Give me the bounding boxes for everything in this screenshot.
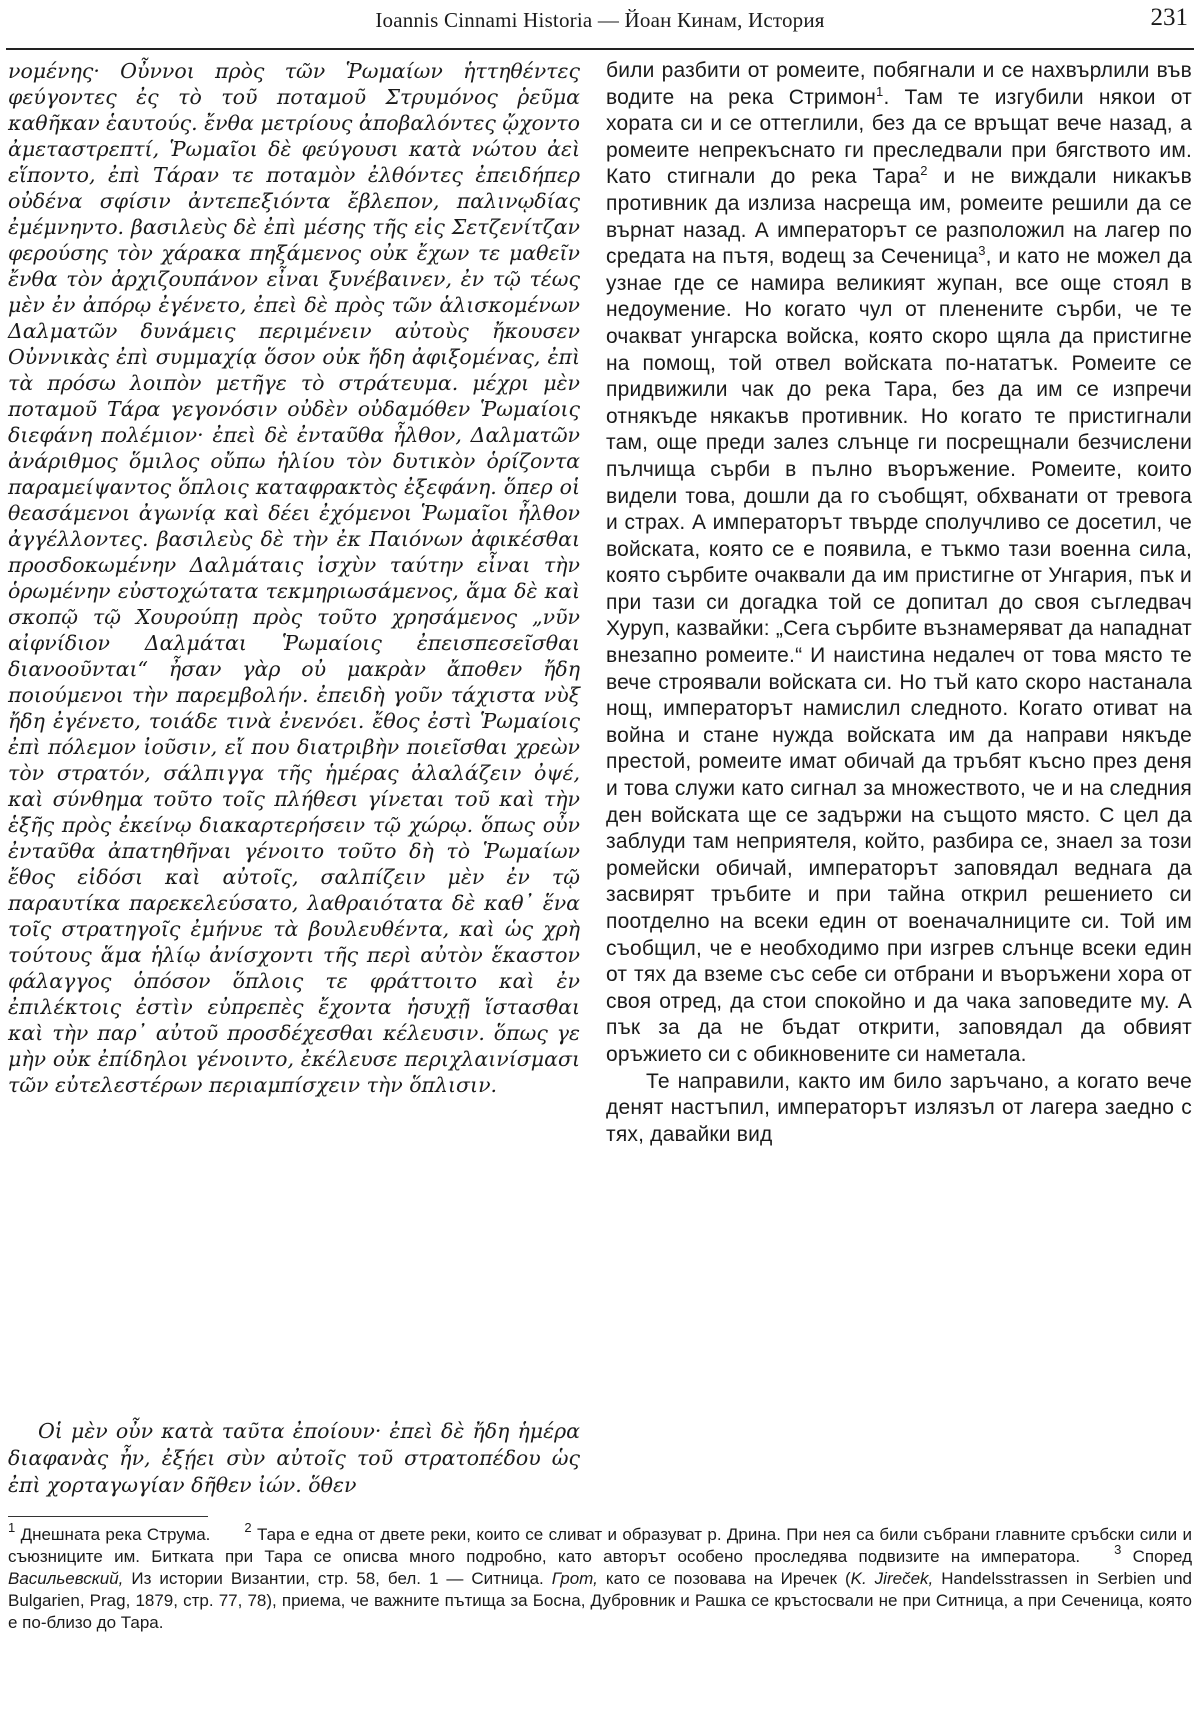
text-segment: и не виждали никакъв противник да излиза насреща им, ромеите решили да се върнат назад. А императорът се разположил на лагер по средата на пътя, водещ за Сеченица xyxy=(606,165,1192,269)
greek-text-column xyxy=(8,58,580,1102)
bulgarian-paragraph-1 xyxy=(606,58,1192,1069)
greek-paragraph-2: Οἱ μὲν οὖν κατὰ ταῦτα ἐποίουν· ἐπεὶ δὲ ἤδη ἡμέρα διαφανὰς ἦν, ἐξῄει σὺν αὐτοῖς τοῦ στρατοπέδου ὡς ἐπὶ χορταγωγίαν δῆθεν ἰών. ὅθεν xyxy=(8,1419,580,1497)
footnote-block xyxy=(8,1520,1193,1634)
footnote-3-text: Из истории Византии, стр. 58, бел. 1 — Ситница. xyxy=(123,1569,552,1588)
cited-author: Грот, xyxy=(551,1569,598,1588)
footnotes xyxy=(8,1520,1193,1704)
footnote-ref-2[interactable]: 2 xyxy=(920,163,928,179)
text-segment: , и като не можел да узнае где се намира великият жупан, все още стоял в недоумение. Но когато чул от пленените сърби, че те очакват унгарска войска, която скоро щяла да пристигне на помощ, той отвел войската по-нататък. Ромеите се придвижили чак до река Тара, без да им се изпречи отнякъде някакъв противник. Но когато те пристигнали там, още преди залез слънце ги посрещнали безчислени пълчища сърби в пълно въоръжение. Ромеите, които видели това, дошли да го съобщят, обхванати от тревога и страх. А императорът твърде сполучливо се досетил, че войската, която се е появила, е тъкмо тази военна сила, която сърбите очаквали да им пристигне от Унгария, пък и при тази си догадка той се допитал до своя съгледвач Хуруп, казвайки: „Сега сърбите възнамеряват да нападнат внезапно ромеите.“ И наистина недалеч от това място те вече строявали войската си. Но тъй като скоро настанала нощ, императорът намислил следното. Когато отиват на война и стане нужда войската им да направи някъде престой, ромеите имат обичай да тръбят късно през деня и това служи като сигнал за множеството, че и на следния ден войската ще се задържи на същото място. С цел да заблуди там неприятеля, който, разбира се, знаел за този ромейски обичай, императорът заповядал веднага да засвирят тръбите и при тайна открил решението си поотделно на всеки един от военачалниците си. Той им съобщил, че е необходимо при изгрев слънце всеки един от тях да вземе със себе си отбрани и въоръжени хора от своя отред, да стои спокойно и да чака заповедите му. А пък за да не бъдат открити, заповядал да обвият оръжието си с обикновените си наметала. xyxy=(606,245,1192,1066)
footnote-mark-1: 1 xyxy=(8,1520,16,1535)
footnote-2-text: Тара е една от двете реки, които се сливат и образуват р. Дрина. При нея са били събрани главните сръбски сили и съюзниците им. Битката при Тара се описва много подробно, като авторът особено проследява подвизите на императора. xyxy=(8,1525,1192,1566)
page-number: 231 xyxy=(1150,4,1188,31)
footnote-3-text: Според xyxy=(1132,1547,1192,1566)
footnote-rule xyxy=(8,1516,208,1517)
footnote-ref-1[interactable]: 1 xyxy=(876,83,884,99)
footnote-3-text: като се позовава на Иречек ( xyxy=(597,1569,851,1588)
footnote-1 xyxy=(8,1520,211,1544)
cited-author: Васильевский, xyxy=(8,1569,124,1588)
running-header xyxy=(8,2,1192,40)
footnote-1-text: Днешната река Струма. xyxy=(20,1525,211,1544)
text-segment: . Там те изгубили някои от хората си и се оттеглили, без да се връщат вече назад, а ромеите непрекъснато ги преследвали при бягството им. Като стигнали до река Тара xyxy=(606,85,1192,189)
footnote-mark-3: 3 xyxy=(1114,1542,1122,1557)
bulgarian-translation-column xyxy=(606,58,1192,1498)
footnote-3-text: Handelsstrassen in Serbien und Bulgarien, Prag, 1879, стр. 77, 78), приема, че важните пътища за Босна, Дубровник и Рашка се кръстосвали не при Ситница, а при Сеченица, която е по-близо до Тара. xyxy=(8,1569,1193,1632)
footnote-mark-2: 2 xyxy=(244,1520,252,1535)
running-title: Ioannis Cinnami Historia — Йоан Кинам, История xyxy=(375,8,825,32)
greek-text-continuation xyxy=(8,1418,580,1500)
text-segment: били разбити от ромеите, побягнали и се нахвърлили във водите на река Стримон xyxy=(606,59,1192,109)
greek-paragraph-1: νομένης· Οὖννοι πρὸς τῶν Ῥωμαίων ἡττηθέντες φεύγοντες ἐς τὸ τοῦ ποταμοῦ Στρυμόνος ῥεῦμα καθῆκαν ἑαυτούς. ἔνθα μετρίους ἀποβαλόντες ᾤχοντο ἀμεταστρεπτί, Ῥωμαῖοι δὲ φεύγουσι κατὰ νώτου ἀεὶ εἵποντο, ἐπὶ Τάραν τε ποταμὸν ἐλθόντες ἐπειδήπερ οὐδένα σφίσιν ἀντεπεξιόντα ἔβλεπον, παλινῳδίας ἐμέμνηντο. βασιλεὺς δὲ ἐπὶ μέσης τῆς εἰς Σετζενίτζαν φερούσης τὸν χάρακα πηξάμενος οὐκ ἔχων τε μαθεῖν ἔνθα τὸν ἀρχιζουπάνον εἶναι ξυνέβαινεν, ἐν τῷ τέως μὲν ἐν ἀπόρῳ ἐγένετο, ἐπεὶ δὲ πρὸς τῶν ἁλισκομένων Δαλματῶν δυνάμεις περιμένειν αὐτοὺς ἤκουσεν Οὐννικὰς ἐπὶ συμμαχίᾳ ὅσον οὐκ ἤδη ἀφιξομένας, ἐπὶ τὰ πρόσω λοιπὸν μετῆγε τὸ στράτευμα. μέχρι μὲν ποταμοῦ Τάρα γεγονόσιν οὐδὲν οὐδαμόθεν Ῥωμαίοις διεφάνη πολέμιον· ἐπεὶ δὲ ἐνταῦθα ἦλθον, Δαλματῶν ἀνάριθμος ὅμιλος οὔπω ἡλίου τὸν δυτικὸν ὁρίζοντα παραμείψαντος ὅπλοις καταφρακτὸς ἐξεφάνη. ὅπερ οἱ θεασάμενοι ἀγωνίᾳ καὶ δέει ἐχόμενοι Ῥωμαῖοι ἦλθον ἀγγέλλοντες. βασιλεὺς δὲ τὴν ἐκ Παιόνων ἀφικέσθαι προσδοκωμένην Δαλμάταις ἰσχὺν ταύτην εἶναι τὴν ὁρωμένην εὐστοχώτατα τεκμηριωσάμενος, ἅμα δὲ καὶ σκοπῷ τῷ Χουρούπῃ πρὸς τοῦτο χρησάμενος „νῦν αἰφνίδιον Δαλμάται Ῥωμαίοις ἐπεισπεσεῖσθαι διανοοῦνται“ ἦσαν γὰρ οὐ μακρὰν ἄποθεν ἤδη ποιούμενοι τὴν παρεμβολήν. ἐπειδὴ γοῦν τάχιστα νὺξ ἤδη ἐγένετο, τοιάδε τινὰ ἐνενόει. ἔθος ἐστὶ Ῥωμαίοις ἐπὶ πόλεμον ἰοῦσιν, εἴ που διατριβὴν ποιεῖσθαι χρεὼν τὸν στρατόν, σάλπιγγα τῆς ἡμέρας ἀλαλάζειν ὀψέ, καὶ σύνθημα τοῦτο τοῖς πλήθεσι γίνεται τοῦ καὶ τὴν ἑξῆς πρὸς ἐκείνῳ διακαρτερήσειν τῷ χώρῳ. ὅπως οὖν ἐνταῦθα ἀπατηθῆναι γένοιτο τοῦτο δὴ τὸ Ῥωμαίων ἔθος εἰδόσι καὶ αὐτοῖς, σαλπίζειν μὲν ἐν τῷ παραυτίκα παρεκελεύσατο, λαθραιότατα δὲ καθ᾿ ἕνα τοῖς στρατηγοῖς ἐμήνυε τὰ βουλευθέντα, καὶ ὡς χρὴ τούτους ἅμα ἡλίῳ ἀνίσχοντι τῆς περὶ αὐτὸν ἕκαστον φάλαγγος ὁπόσον ὅπλοις τε φράττοιτο καὶ ἐν ἐπιλέκτοις ἐστὶν εὐπρεπὲς ἔχοντα ἡσυχῇ ἵστασθαι καὶ τὴν παρ᾿ αὐτοῦ προσδέχεσθαι κέλευσιν. ὅπως γε μὴν οὐκ ἐπίδηλοι γένοιντο, ἐκέλευσε περιχλαινίσμασι τῶν εὐτελεστέρων περιαμπίσχειν τὴν ὅπλισιν. xyxy=(8,59,580,1097)
footnote-ref-3[interactable]: 3 xyxy=(978,243,986,259)
cited-author: K. Jireček, xyxy=(850,1569,934,1588)
header-rule xyxy=(6,48,1194,50)
bulgarian-paragraph-2: Те направили, както им било заръчано, а когато вече денят настъпил, императорът излязъл от лагера заедно с тях, давайки вид xyxy=(606,1069,1192,1146)
